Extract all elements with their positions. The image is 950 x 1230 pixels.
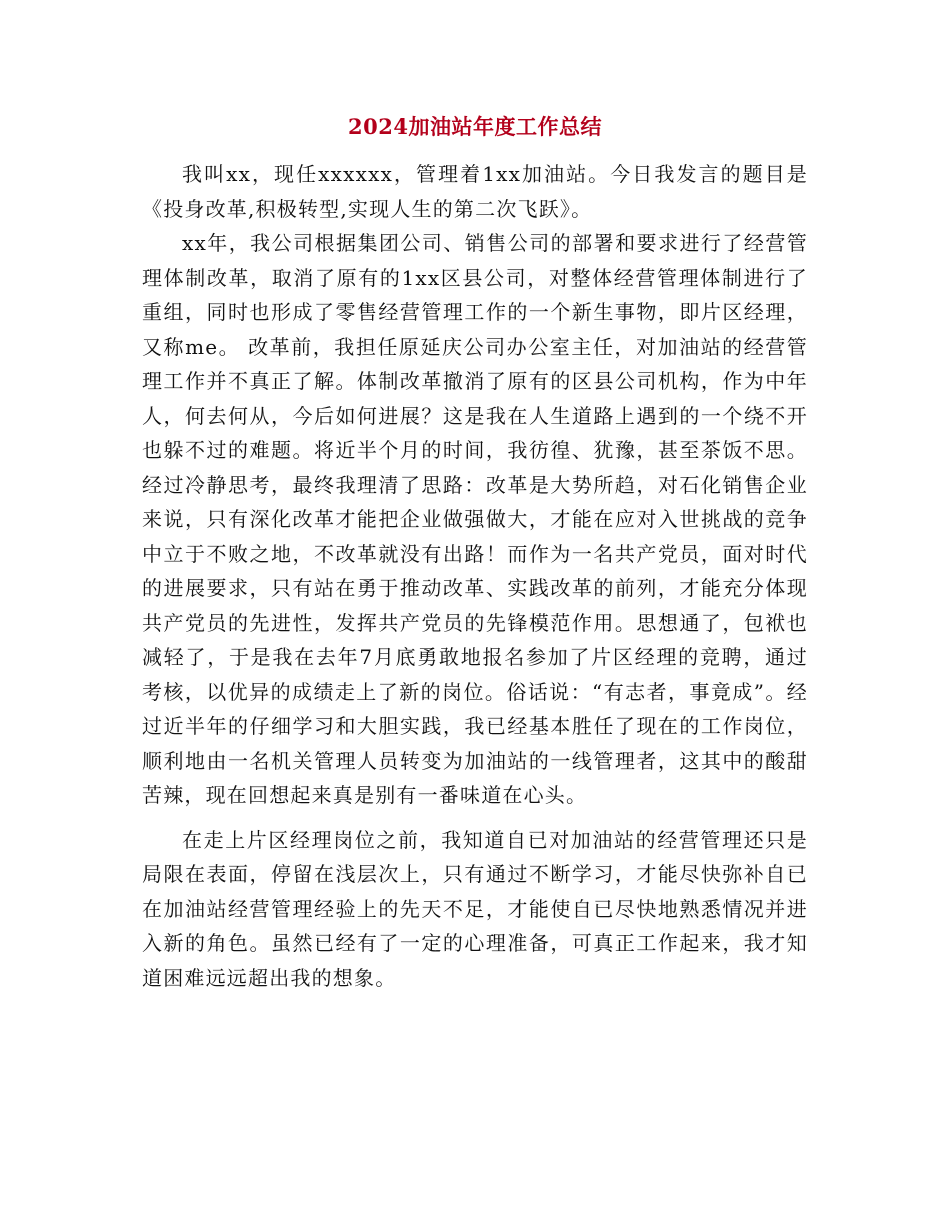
document-body — [142, 157, 808, 995]
paragraph-intro: 我叫xx，现任xxxxxx，管理着1xx加油站。今日我发言的题目是《投身改革,积极转型,实现人生的第二次飞跃》。 — [142, 162, 808, 221]
document-title: 2024加油站年度工作总结 — [348, 114, 602, 139]
paragraph-learning: 在走上片区经理岗位之前，我知道自已对加油站的经营管理还只是局限在表面，停留在浅层次上，只有通过不断学习，才能尽快弥补自已在加油站经营管理经验上的先天不足，才能使自已尽快地熟悉情况并进入新的角色。虽然已经有了一定的心理准备，可真正工作起来，我才知道困难远远超出我的想象。 — [142, 827, 808, 990]
paragraph-reform: xx年，我公司根据集团公司、销售公司的部署和要求进行了经营管理体制改革，取消了原有的1xx区县公司，对整体经营管理体制进行了重组，同时也形成了零售经营管理工作的一个新生事物，即片区经理，又称me。 改革前，我担任原延庆公司办公室主任，对加油站的经营管理工作并不真正了解。体制改革撤消了原有的区县公司机构，作为中年人，何去何从，今后如何进展？这是我在人生道路上遇到的一个绕不开也躲不过的难题。将近半个月的时间，我彷徨、犹豫，甚至茶饭不思。经过冷静思考，最终我理清了思路：改革是大势所趋，对石化销售企业来说，只有深化改革才能把企业做强做大，才能在应对入世挑战的竞争中立于不败之地，不改革就没有出路！而作为一名共产党员，面对时代的进展要求，只有站在勇于推动改革、实践改革的前列，才能充分体现共产党员的先进性，发挥共产党员的先锋模范作用。思想通了，包袱也减轻了，于是我在去年7月底勇敢地报名参加了片区经理的竞聘，通过考核，以优异的成绩走上了新的岗位。俗话说：“有志者，事竟成”。经过近半年的仔细学习和大胆实践，我已经基本胜任了现在的工作岗位，顺利地由一名机关管理人员转变为加油站的一线管理者，这其中的酸甜苦辣，现在回想起来真是别有一番味道在心头。 — [142, 231, 808, 807]
